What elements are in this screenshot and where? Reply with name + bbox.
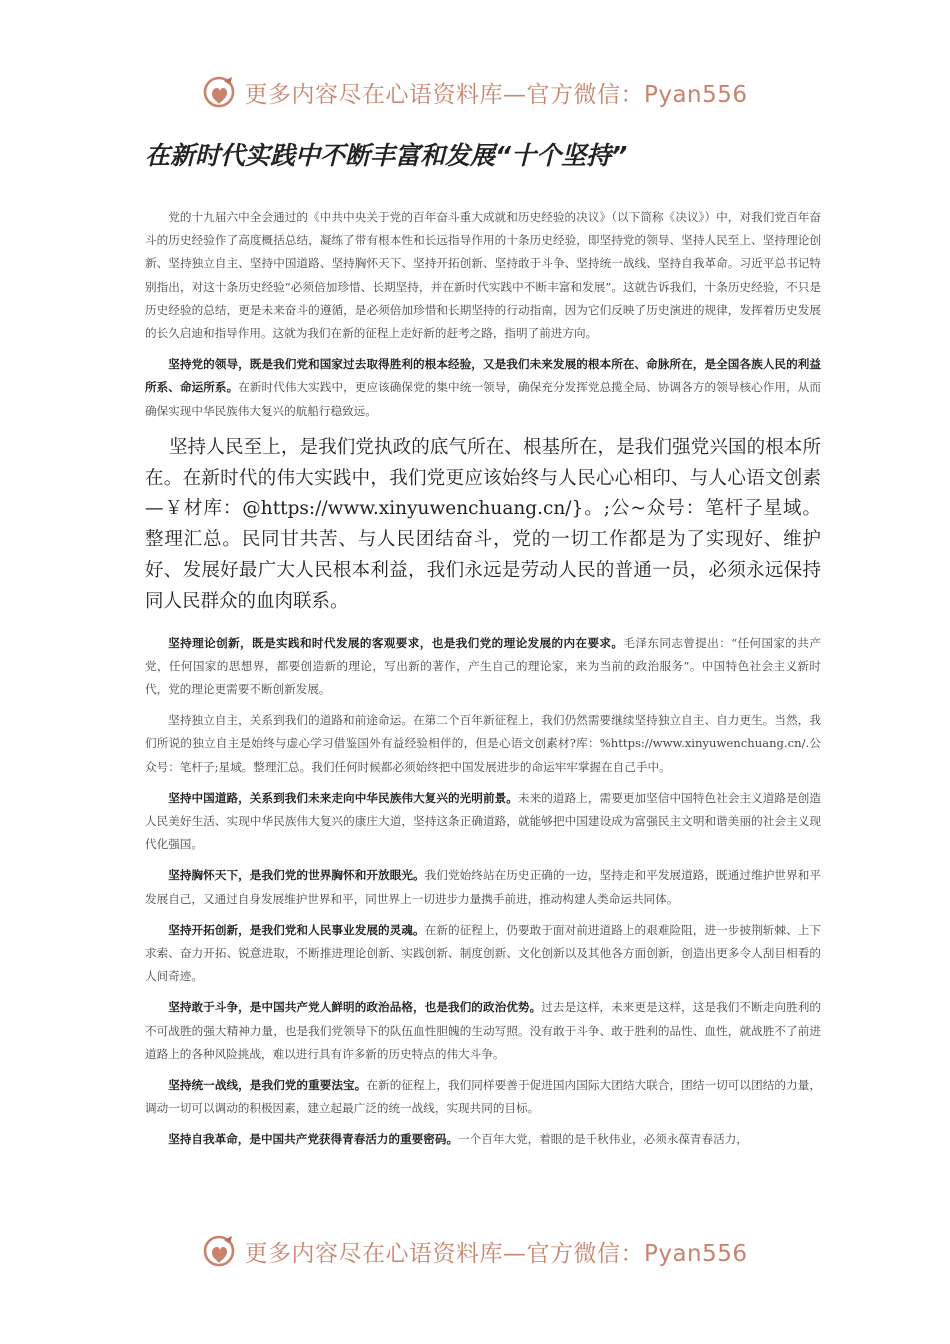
header-banner (0, 70, 950, 114)
paragraph-lead: 坚持开拓创新，是我们党和人民事业发展的灵魂。 (168, 922, 425, 937)
paragraph (145, 1128, 821, 1151)
paragraph-text: 毛泽东同志曾提出：“任何国家的共产党，任何国家的思想界，都要创造新的理论，写出新的著作，产生自己的理论家，来为当前的政治服务”。中国特色社会主义新时代，党的理论更需要不断创新发展。 (145, 635, 821, 697)
paragraph-lead: 坚持自我革命，是中国共产党获得青春活力的重要密码。 (168, 1132, 459, 1147)
banner-text: 更多内容尽在心语资料库—官方微信：Pyan556 (244, 81, 748, 108)
paragraph-text: 过去是这样，未来更是这样，这是我们不断走向胜利的不可战胜的强大精神力量，也是我们党领导下的队伍血性胆魄的生动写照。没有敢于斗争、敢于胜利的品性、血性，就战胜不了前进道路上的各种风险挑战，难以进行具有许多新的历史特点的伟大斗争。 (145, 1000, 821, 1061)
paragraph-text: 党的十九届六中全会通过的《中共中央关于党的百年奋斗重大成就和历史经验的决议》（以下简称《决议》）中，对我们党百年奋斗的历史经验作了高度概括总结，凝练了带有根本性和长远指导作用的十条历史经验，即坚持党的领导、坚持人民至上、坚持理论创新、坚持独立自主、坚持中国道路、坚持胸怀天下、坚持开拓创新、坚持敢于斗争、坚持统一战线、坚持自我革命。习近平总书记特别指出，对这十条历史经验“必须倍加珍惜、长期坚持，并在新时代实践中不断丰富和发展”。这就告诉我们，十条历史经验，不只是历史经验的总结，更是未来奋斗的遵循，是必须倍加珍惜和长期坚持的行动指南，因为它们反映了历史演进的规律，发挥着历史发展的长久启迪和指导作用。这就为我们在新的征程上走好新的赶考之路，指明了前进方向。 (145, 210, 821, 341)
paragraph (145, 709, 821, 779)
paragraph-text: 我们党始终站在历史正确的一边，坚持走和平发展道路，既通过维护世界和平发展自己，又通过自身发展维护世界和平，同世界上一切进步力量携手前进，推动构建人类命运共同体。 (145, 868, 821, 906)
paragraph (145, 632, 821, 702)
heart-pen-logo-icon (202, 74, 238, 110)
paragraph-lead: 坚持胸怀天下，是我们党的世界胸怀和开放眼光。 (168, 868, 425, 883)
paragraph-text: 未来的道路上，需要更加坚信中国特色社会主义道路是创造人民美好生活、实现中华民族伟大复兴的康庄大道，坚持这条正确道路，就能够把中国建设成为富强民主文明和谐美丽的社会主义现代化强国。 (145, 790, 821, 852)
article-body (145, 206, 821, 1158)
heart-pen-logo-icon (202, 1233, 238, 1269)
paragraph (145, 864, 821, 910)
paragraph-text: 坚持人民至上，是我们党执政的底气所在、根基所在，是我们强党兴国的根本所在。在新时代的伟大实践中，我们党更应该始终与人民心心相印、与人心语文创素—￥材库：@https://www.xinyuwenchuang.cn/}。;公~众号：笔杆子星域。整理汇总。民同甘共苦、与人民团结奋斗，党的一切工作都是为了实现好、维护好、发展好最广大人民根本利益，我们永远是劳动人民的普通一员，必须永远保持同人民群众的血肉联系。 (145, 436, 821, 612)
page-title: 在新时代实践中不断丰富和发展“十个坚持” (145, 141, 628, 170)
paragraph-lead: 坚持统一战线，是我们党的重要法宝。 (168, 1078, 367, 1093)
paragraph (145, 206, 821, 345)
paragraph (145, 1074, 821, 1120)
paragraph (145, 996, 821, 1066)
footer-banner (0, 1229, 950, 1273)
paragraph (145, 353, 821, 423)
paragraph (145, 787, 821, 857)
paragraph-lead: 坚持党的领导，既是我们党和国家过去取得胜利的根本经验，又是我们未来发展的根本所在、命脉所在，是全国各族人民的利益所系、命运所系。 (145, 357, 821, 395)
paragraph-lead: 坚持敢于斗争，是中国共产党人鲜明的政治品格，也是我们的政治优势。 (168, 1000, 542, 1015)
paragraph-text: 坚持独立自主，关系到我们的道路和前途命运。在第二个百年新征程上，我们仍然需要继续坚持独立自主、自力更生。当然，我们所说的独立自主是始终与虚心学习借鉴国外有益经验相伴的，但是心语文创素材?库：%https://www.xinyuwenchuang.cn/.公众号：笔杆子;星域。整理汇总。我们任何时候都必须始终把中国发展进步的命运牢牢掌握在自己手中。 (145, 713, 821, 774)
paragraph-lead: 坚持理论创新，既是实践和时代发展的客观要求，也是我们党的理论发展的内在要求。 (168, 635, 624, 650)
paragraph-lead: 坚持中国道路，关系到我们未来走向中华民族伟大复兴的光明前景。 (168, 790, 518, 805)
paragraph (145, 919, 821, 989)
banner-text: 更多内容尽在心语资料库—官方微信：Pyan556 (244, 1240, 748, 1267)
paragraph-text: 在新时代伟大实践中，更应该确保党的集中统一领导，确保充分发挥党总揽全局、协调各方的领导核心作用，从而确保实现中华民族伟大复兴的航船行稳致远。 (145, 380, 821, 418)
paragraph-text: 在新的征程上，仍要敢于面对前进道路上的艰难险阻，进一步披荆斩棘、上下求索、奋力开拓、锐意进取，不断推进理论创新、实践创新、制度创新、文化创新以及其他各方面创新，创造出更多令人刮目相看的人间奇迹。 (145, 922, 821, 984)
paragraph-text: 在新的征程上，我们同样要善于促进国内国际大团结大联合，团结一切可以团结的力量，调动一切可以调动的积极因素，建立起最广泛的统一战线，实现共同的目标。 (145, 1078, 821, 1116)
paragraph-text: 一个百年大党，着眼的是千秋伟业，必须永葆青春活力， (458, 1132, 748, 1147)
paragraph-large (145, 433, 821, 618)
